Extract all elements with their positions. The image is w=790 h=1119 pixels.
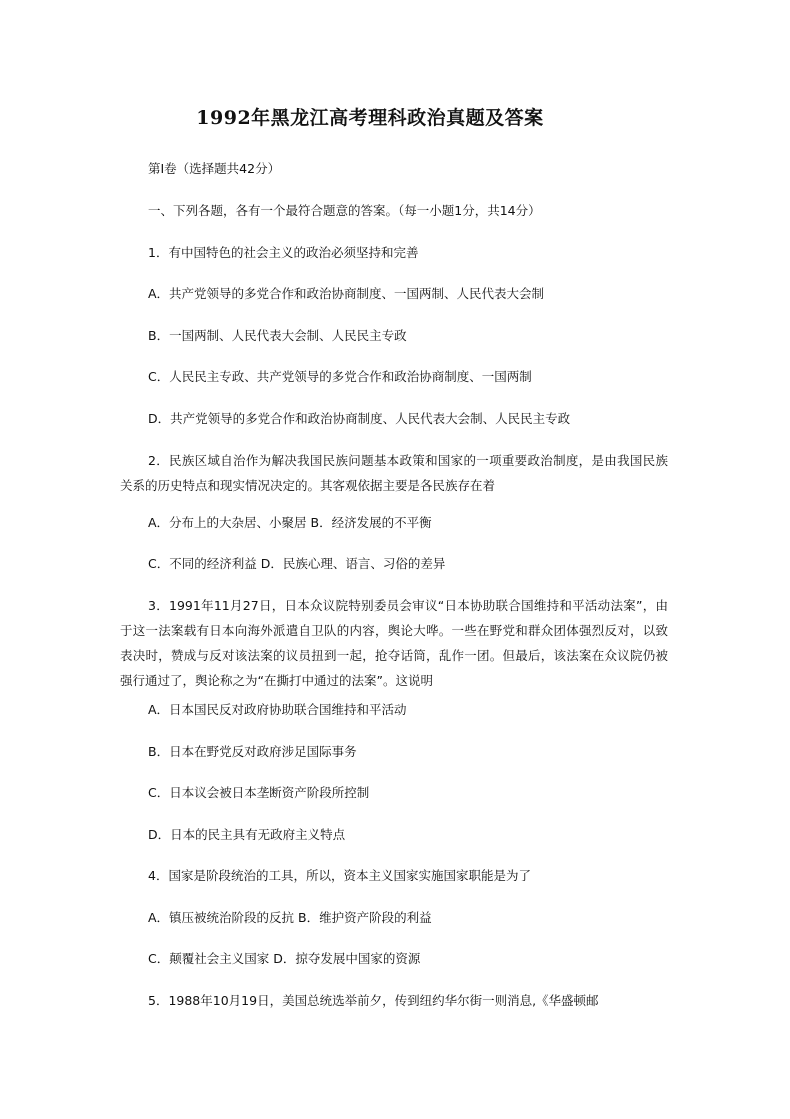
q3-stem: 3．1991年11月27日，日本众议院特别委员会审议“日本协助联合国维持和平活动法案”，由于这一法案载有日本向海外派遣自卫队的内容，舆论大哗。一些在野党和群众团体强烈反对，以致表决时，赞成与反对该法案的议员扭到一起，抢夺话筒，乱作一团。但最后，该法案在众议院仍被强行通过了，舆论称之为“在撕打中通过的法案”。这说明 [120,598,668,688]
document-title: 1992年黑龙江高考理科政治真题及答案 [196,107,544,129]
q3-option-d: D．日本的民主具有无政府主义特点 [148,827,346,842]
q4-options-ab: A．镇压被统治阶段的反抗 B．维护资产阶段的利益 [148,910,432,925]
q2-options-cd: C．不同的经济利益 D．民族心理、语言、习俗的差异 [148,556,446,571]
q3-option-c: C．日本议会被日本垄断资产阶段所控制 [148,785,370,800]
q1-option-a: A．共产党领导的多党合作和政治协商制度、一国两制、人民代表大会制 [148,286,545,301]
q3-option-b: B．日本在野党反对政府涉足国际事务 [148,744,357,759]
q5-stem: 5．1988年10月19日，美国总统选举前夕，传到纽约华尔街一则消息,《华盛顿邮 [148,993,599,1008]
q1-option-b: B．一国两制、人民代表大会制、人民民主专政 [148,328,407,343]
q2-stem: 2．民族区域自治作为解决我国民族问题基本政策和国家的一项重要政治制度，是由我国民族关系的历史特点和现实情况决定的。其客观依据主要是各民族存在着 [120,453,668,493]
q2-options-ab: A．分布上的大杂居、小聚居 B．经济发展的不平衡 [148,515,432,530]
q1-option-c: C．人民民主专政、共产党领导的多党合作和政治协商制度、一国两制 [148,369,532,384]
q4-options-cd: C．颠覆社会主义国家 D．掠夺发展中国家的资源 [148,951,421,966]
instruction: 一、下列各题，各有一个最符合题意的答案。（每一小题1分，共14分） [148,203,541,218]
q4-stem: 4．国家是阶段统治的工具，所以，资本主义国家实施国家职能是为了 [148,868,531,883]
q3-option-a: A．日本国民反对政府协助联合国维持和平活动 [148,702,407,717]
q1-stem: 1．有中国特色的社会主义的政治必须坚持和完善 [148,245,419,260]
section-header: 第Ⅰ卷（选择题共42分） [148,161,281,176]
q1-option-d: D．共产党领导的多党合作和政治协商制度、人民代表大会制、人民民主专政 [148,411,571,426]
